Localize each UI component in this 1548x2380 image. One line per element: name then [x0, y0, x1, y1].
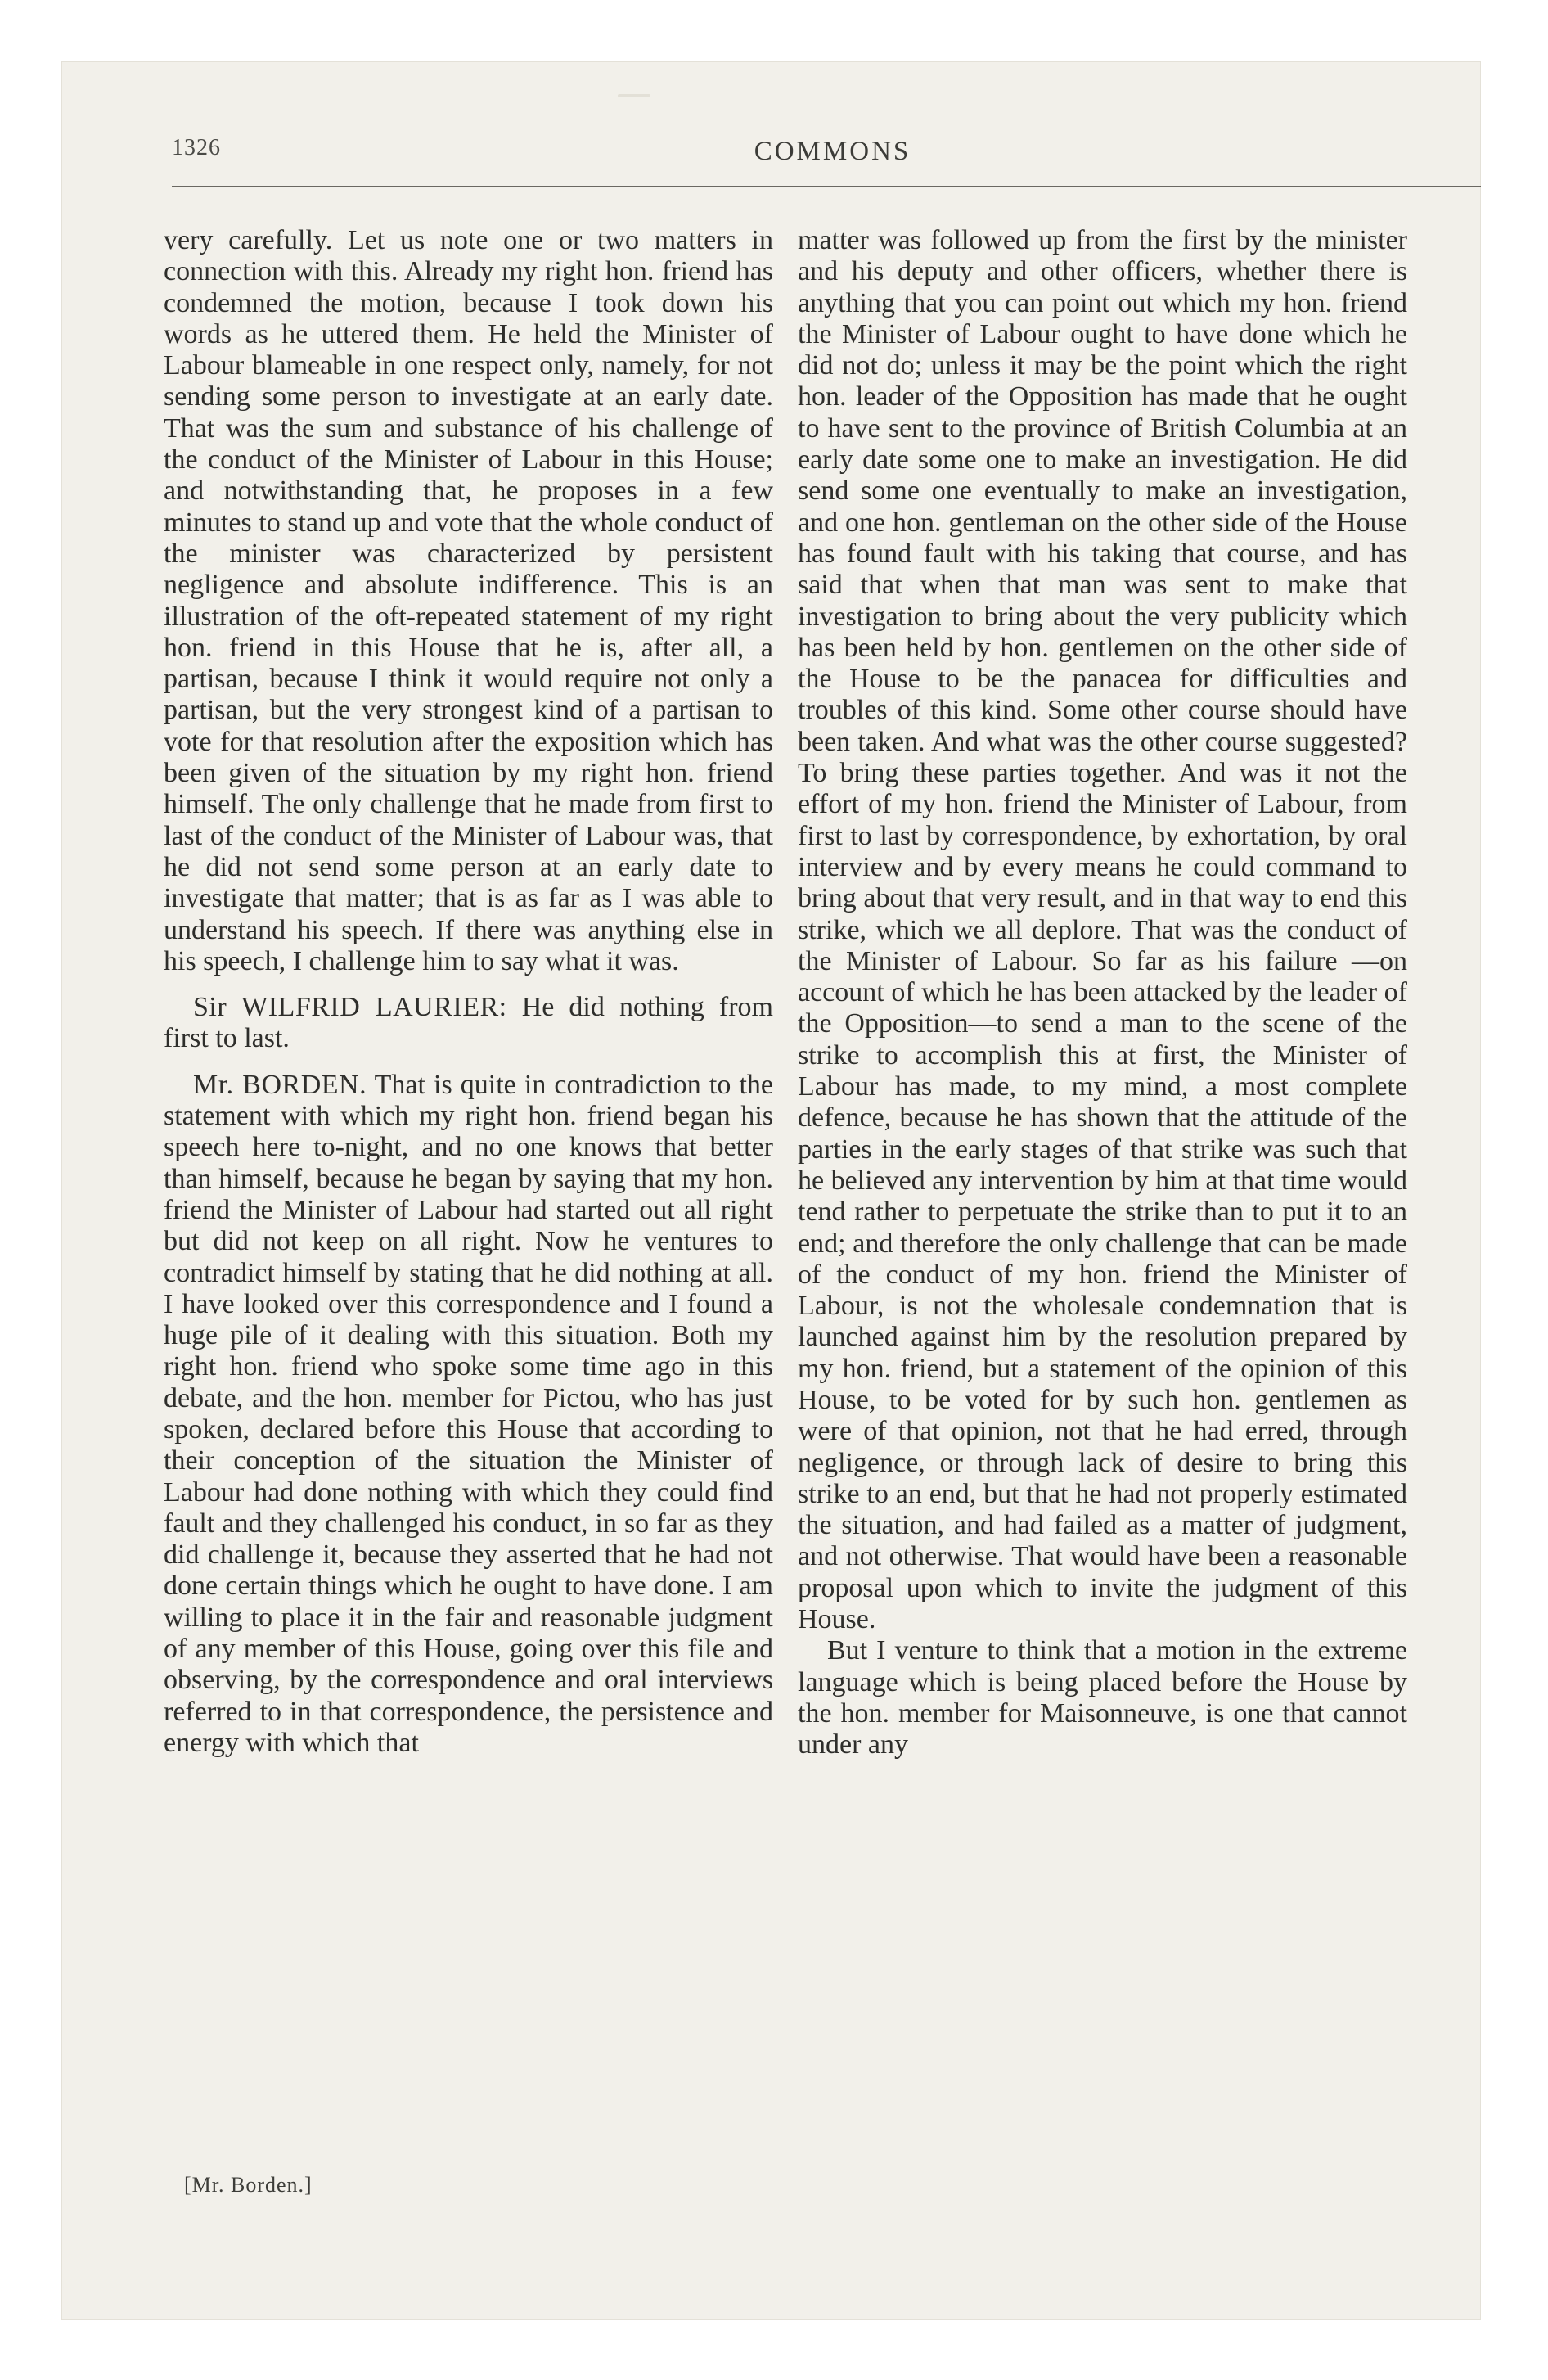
page-number: 1326 [172, 135, 221, 160]
scanned-page [61, 61, 1481, 2320]
speaker-name: Mr. BORDEN. [193, 1069, 367, 1100]
speech-text: He did nothing from first to last. [164, 992, 773, 1054]
speaker-name: Sir WILFRID LAURIER: [193, 992, 507, 1023]
paragraph [164, 1070, 773, 1760]
footer-speaker-note: [Mr. Borden.] [184, 2173, 313, 2197]
paragraph [164, 992, 773, 1055]
running-head: COMMONS [754, 137, 911, 166]
speech-text: That is quite in contradiction to the statement with which my right hon. friend began his speech here to-night, and no one knows that better than himself, because he began by saying that my hon. friend the Minister of Labour had started out all right but did not keep on all right. Now he ventures to contradict himself by stating that he did nothing at all. I have looked over this correspondence and I found a huge pile of it dealing with this situation. Both my right hon. friend who spoke some time ago in this debate, and the hon. member for Pictou, who has just spoken, declared before this House that according to their conception of the situation the Minister of Labour had done nothing with which they could find fault and they challenged his conduct, in so far as they did challenge it, because they asserted that he had not done certain things which he ought to have done. I am willing to place it in the fair and reasonable judgment of any member of this House, going over this file and observing, by the correspondence and oral interviews referred to in that correspondence, the persistence and energy with which that [164, 1069, 773, 1758]
scan-mark [618, 94, 650, 97]
paragraph: very carefully. Let us note one or two matters in connection with this. Already my right hon. friend has condemned the motion, because I took down his words as he uttered them. He held the Minister of Labour blameable in one respect only, namely, for not sending some person to investigate at an early date. That was the sum and substance of his challenge of the conduct of the Minister of Labour in this House; and notwithstanding that, he proposes in a few minutes to stand up and vote that the whole conduct of the minister was characterized by persistent negligence and absolute indifference. This is an illustration of the oft-repeated statement of my right hon. friend in this House that he is, after all, a partisan, because I think it would require not only a partisan, but the very strongest kind of a partisan to vote for that resolution after the exposition which has been given of the situation by my right hon. friend himself. The only challenge that he made from first to last of the conduct of the Minister of Labour was, that he did not send some person at an early date to investigate that matter; that is as far as I was able to understand his speech. If there was anything else in his speech, I challenge him to say what it was. [164, 225, 773, 976]
right-column [798, 225, 1407, 1761]
left-column [164, 225, 773, 1759]
paragraph: matter was followed up from the first by the minister and his deputy and other officers, whether there is anything that you can point out which my hon. friend the Minister of Labour ought to have done which he did not do; unless it may be the point which the right hon. leader of the Opposition has made that he ought to have sent to the province of British Columbia at an early date some one to make an investigation. He did send some one eventually to make an investigation, and one hon. gentleman on the other side of the House has found fault with his taking that course, and has said that when that man was sent to make that investigation to bring about the very publicity which has been held by hon. gentlemen on the other side of the House to be the panacea for difficulties and troubles of this kind. Some other course should have been taken. And what was the other course suggested? To bring these parties together. And was it not the effort of my hon. friend the Minister of Labour, from first to last by correspondence, by exhortation, by oral interview and by every means he could command to bring about that very result, and in that way to end this strike, which we all deplore. That was the conduct of the Minister of Labour. So far as his failure —on account of which he has been attacked by the leader of the Opposition—to send a man to the scene of the strike to accomplish this at first, the Minister of Labour has made, to my mind, a most complete defence, because he has shown that the attitude of the parties in the early stages of that strike was such that he believed any intervention by him at that time would tend rather to perpetuate the strike than to put it to an end; and therefore the only challenge that can be made of the conduct of my hon. friend the Minister of Labour, is not the wholesale condemnation that is launched against him by the resolution prepared by my hon. friend, but a statement of the opinion of this House, to be voted for by such hon. gentlemen as were of that opinion, not that he had erred, through negligence, or through lack of desire to bring this strike to an end, but that he had not properly estimated the situation, and had failed as a matter of judgment, and not otherwise. That would have been a reasonable proposal upon which to invite the judgment of this House. [798, 225, 1407, 1635]
header-rule [172, 186, 1481, 187]
page-header [61, 135, 1481, 176]
paragraph: But I venture to think that a motion in the extreme language which is being placed before the House by the hon. member for Maisonneuve, is one that cannot under any [798, 1635, 1407, 1760]
